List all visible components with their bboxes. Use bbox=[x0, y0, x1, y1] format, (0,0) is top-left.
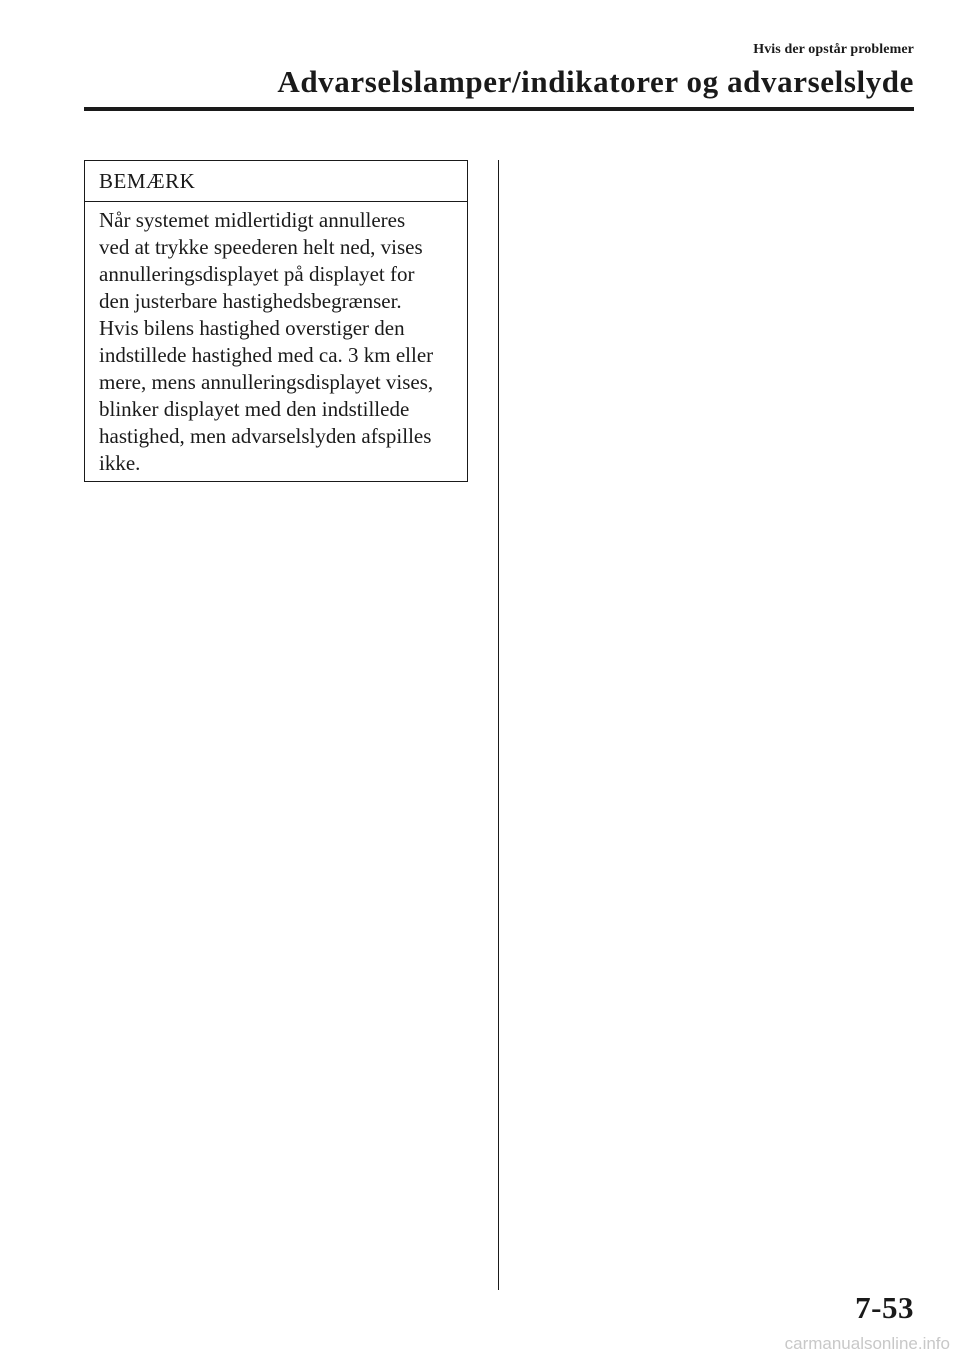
note-box bbox=[84, 160, 468, 482]
note-line: annulleringsdisplayet på displayet for bbox=[99, 262, 415, 286]
column-divider bbox=[498, 160, 499, 1290]
section-label: Hvis der opstår problemer bbox=[753, 42, 914, 57]
watermark: carmanualsonline.info bbox=[784, 1334, 950, 1353]
page-number: 7-53 bbox=[855, 1290, 914, 1325]
note-line: hastighed, men advarselslyden afspilles bbox=[99, 424, 432, 448]
note-line: blinker displayet med den indstillede bbox=[99, 397, 410, 421]
note-line: Hvis bilens hastighed overstiger den bbox=[99, 316, 405, 340]
note-divider bbox=[85, 201, 467, 202]
header-rule bbox=[84, 107, 914, 111]
chapter-title: Advarselslamper/indikatorer og advarselslyde bbox=[277, 64, 914, 99]
note-line: ved at trykke speederen helt ned, vises bbox=[99, 235, 423, 259]
note-line: Når systemet midlertidigt annulleres bbox=[99, 208, 406, 232]
note-title: BEMÆRK bbox=[99, 169, 196, 193]
note-body bbox=[99, 207, 463, 477]
note-line: ikke. bbox=[99, 451, 141, 475]
note-line: den justerbare hastighedsbegrænser. bbox=[99, 289, 402, 313]
note-line: indstillede hastighed med ca. 3 km eller bbox=[99, 343, 434, 367]
note-line: mere, mens annulleringsdisplayet vises, bbox=[99, 370, 434, 394]
